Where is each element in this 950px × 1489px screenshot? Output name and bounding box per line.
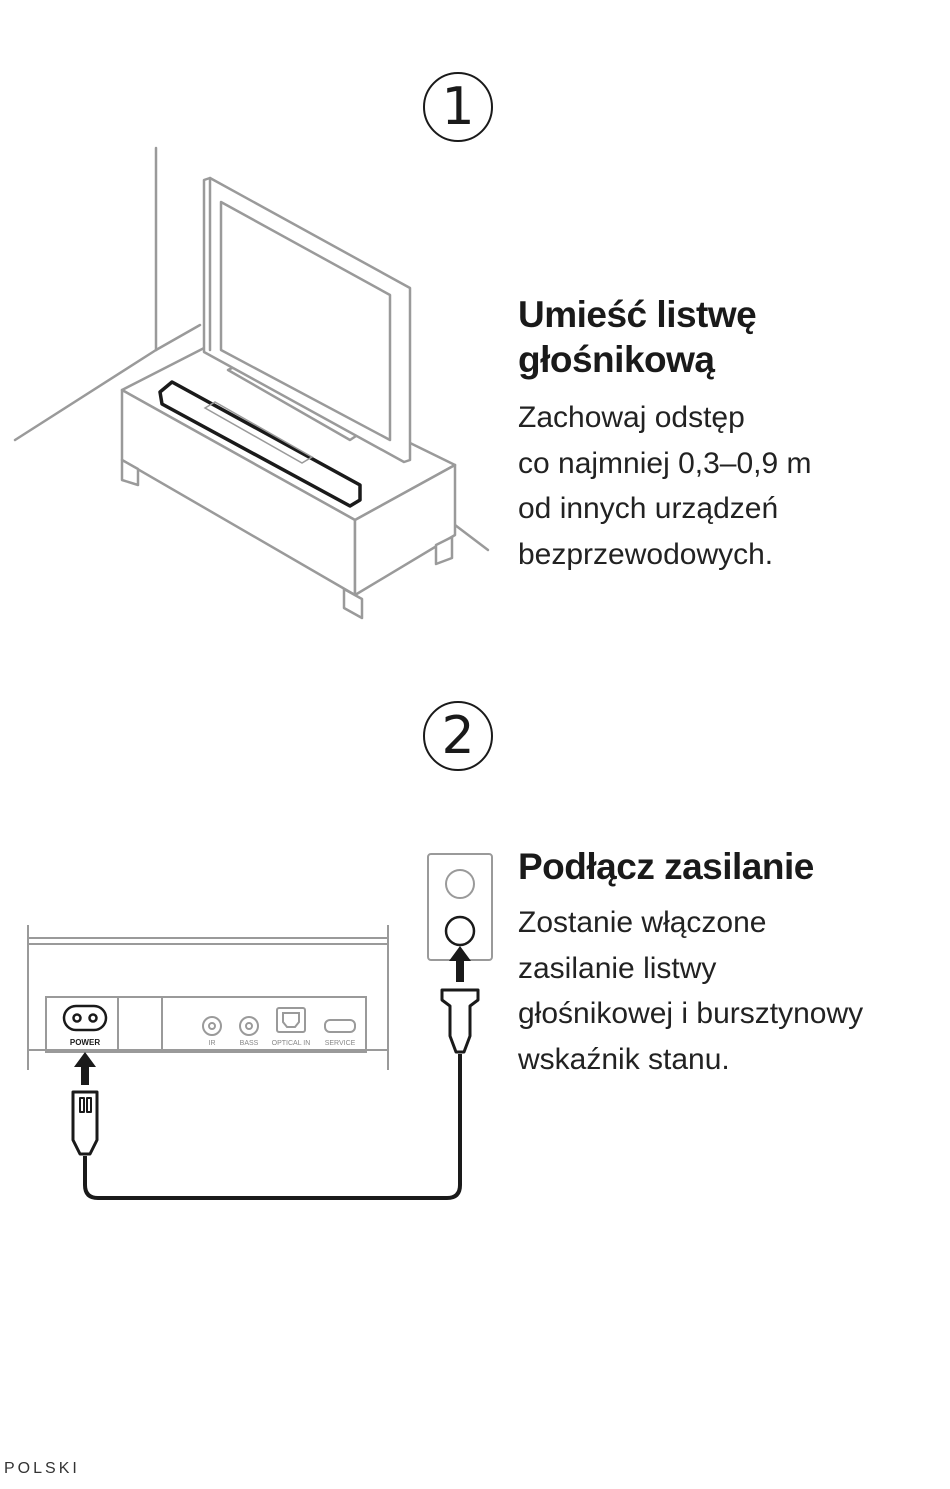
step-1-description-line: co najmniej 0,3–0,9 m	[518, 446, 812, 480]
step-2-description-line: głośnikowej i bursztynowy	[518, 997, 864, 1030]
step-2-description-line: zasilanie listwy	[518, 951, 717, 985]
footer-language-label: POLSKI	[4, 1460, 80, 1477]
tv-stand-illustration	[0, 140, 500, 630]
arrow-up-icon	[74, 946, 471, 1085]
bass-port-label: BASS	[239, 1040, 259, 1047]
optical-port-label: OPTICAL IN	[271, 1040, 311, 1047]
step-2-description-line: Zostanie włączone	[518, 906, 767, 939]
power-plug-icon	[73, 990, 478, 1154]
step-1-title-line: Umieść listwę	[518, 294, 757, 335]
step-1-description-line: Zachowaj odstęp	[518, 401, 745, 434]
wall-outlet-icon	[446, 917, 474, 945]
step-2-number-text: 2	[441, 706, 475, 766]
power-port-label: POWER	[69, 1038, 101, 1047]
step-1-number-text: 1	[441, 77, 475, 137]
step-1-number	[423, 72, 493, 142]
step-1-description-line: od innych urządzeń	[518, 492, 779, 525]
power-connection-illustration	[0, 840, 510, 1210]
step-2-number	[423, 701, 493, 771]
step-1-description	[518, 395, 898, 577]
step-2-title	[518, 844, 918, 889]
power-port-icon	[64, 1006, 106, 1030]
step-2-description-line: wskaźnik stanu.	[518, 1042, 730, 1076]
step-2-description	[518, 900, 938, 1082]
ir-port-label: IR	[208, 1040, 216, 1047]
service-port-label: SERVICE	[324, 1040, 356, 1047]
step-1-description-line: bezprzewodowych.	[518, 537, 774, 571]
step-1-title-line: głośnikową	[518, 339, 715, 380]
step-1-title	[518, 292, 848, 382]
step-2-title-line: Podłącz zasilanie	[518, 846, 814, 887]
